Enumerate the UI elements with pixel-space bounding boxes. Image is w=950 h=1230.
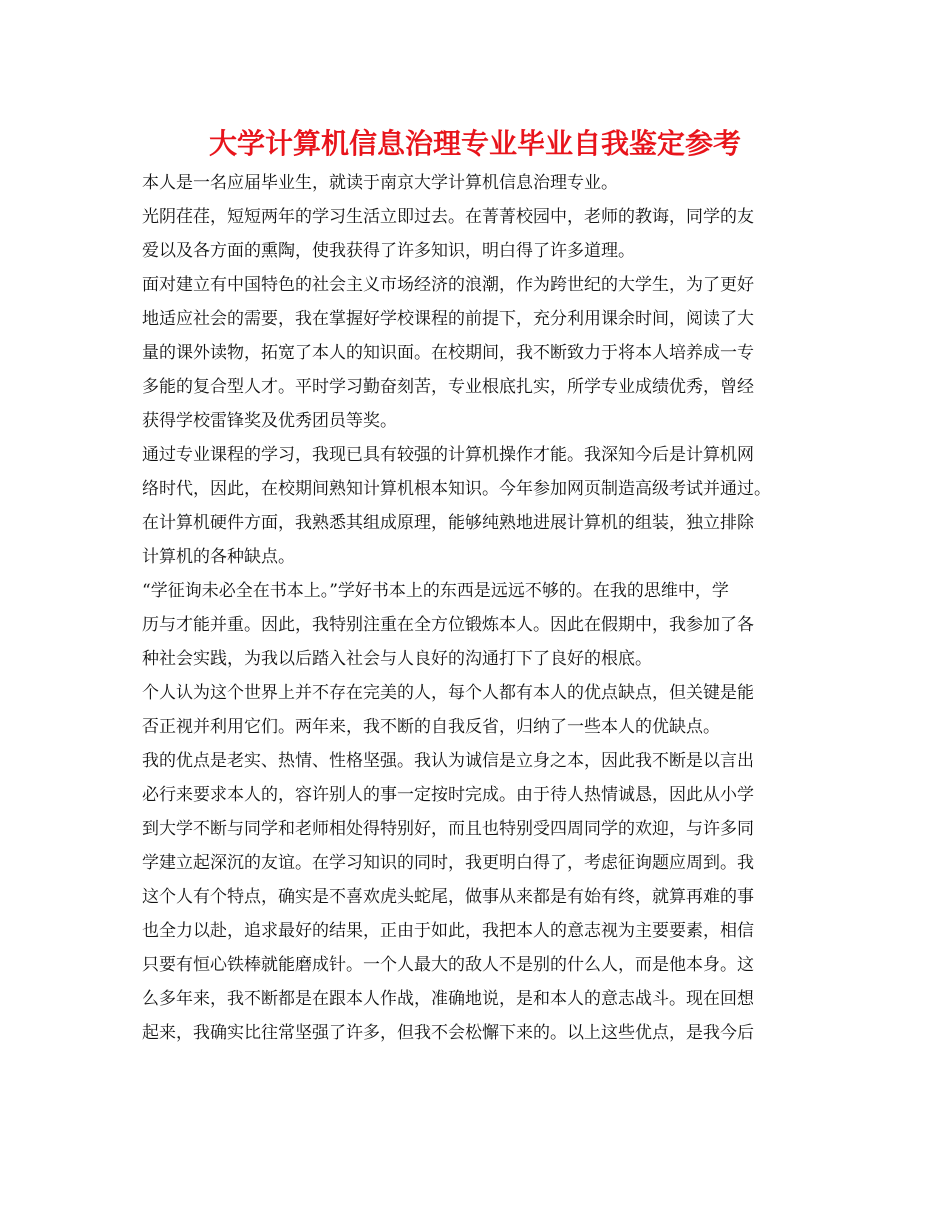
text-line: 么多年来，我不断都是在跟本人作战，准确地说，是和本人的意志战斗。现在回想 [142, 989, 754, 1009]
text-line: 爱以及各方面的熏陶，使我获得了许多知识，明白得了许多道理。 [142, 241, 635, 261]
document-title: 大学计算机信息治理专业毕业自我鉴定参考 [208, 127, 741, 160]
text-line: “学征询未必全在书本上。”学好书本上的东西是远远不够的。在我的思维中，学 [142, 581, 729, 601]
text-line: 地适应社会的需要，我在掌握好学校课程的前提下，充分利用课余时间，阅读了大 [142, 309, 754, 329]
text-line: 通过专业课程的学习，我现已具有较强的计算机操作才能。我深知今后是计算机网 [142, 445, 754, 465]
text-line: 只要有恒心铁棒就能磨成针。一个人最大的敌人不是别的什么人，而是他本身。这 [142, 955, 754, 975]
text-line: 计算机的各种缺点。 [142, 547, 295, 567]
text-line: 面对建立有中国特色的社会主义市场经济的浪潮，作为跨世纪的大学生，为了更好 [142, 275, 754, 295]
text-line: 获得学校雷锋奖及优秀团员等奖。 [142, 411, 397, 431]
text-line: 络时代，因此，在校期间熟知计算机根本知识。今年参加网页制造高级考试并通过。 [142, 479, 771, 499]
text-line: 起来，我确实比往常坚强了许多，但我不会松懈下来的。以上这些优点，是我今后 [142, 1023, 754, 1043]
text-line: 学建立起深沉的友谊。在学习知识的同时，我更明白得了，考虑征询题应周到。我 [142, 853, 754, 873]
text-line: 多能的复合型人才。平时学习勤奋刻苦，专业根底扎实，所学专业成绩优秀，曾经 [142, 377, 754, 397]
text-line: 光阴荏荏，短短两年的学习生活立即过去。在菁菁校园中，老师的教诲，同学的友 [142, 207, 754, 227]
text-line: 也全力以赴，追求最好的结果，正由于如此，我把本人的意志视为主要要素，相信 [142, 921, 754, 941]
text-line: 在计算机硬件方面，我熟悉其组成原理，能够纯熟地进展计算机的组装，独立排除 [142, 513, 754, 533]
text-line: 到大学不断与同学和老师相处得特别好，而且也特别受四周同学的欢迎，与许多同 [142, 819, 754, 839]
text-line: 必行来要求本人的，容许别人的事一定按时完成。由于待人热情诚恳，因此从小学 [142, 785, 754, 805]
text-line: 量的课外读物，拓宽了本人的知识面。在校期间，我不断致力于将本人培养成一专 [142, 343, 754, 363]
text-line: 否正视并利用它们。两年来，我不断的自我反省，归纳了一些本人的优缺点。 [142, 717, 720, 737]
text-line: 种社会实践，为我以后踏入社会与人良好的沟通打下了良好的根底。 [142, 649, 652, 669]
text-line: 历与才能并重。因此，我特别注重在全方位锻炼本人。因此在假期中，我参加了各 [142, 615, 754, 635]
text-line: 个人认为这个世界上并不存在完美的人，每个人都有本人的优点缺点，但关键是能 [142, 683, 754, 703]
text-line: 本人是一名应届毕业生，就读于南京大学计算机信息治理专业。 [142, 173, 618, 193]
document-body [142, 166, 828, 1050]
text-line: 我的优点是老实、热情、性格坚强。我认为诚信是立身之本，因此我不断是以言出 [142, 751, 754, 771]
text-line: 这个人有个特点，确实是不喜欢虎头蛇尾，做事从来都是有始有终，就算再难的事 [142, 887, 754, 907]
